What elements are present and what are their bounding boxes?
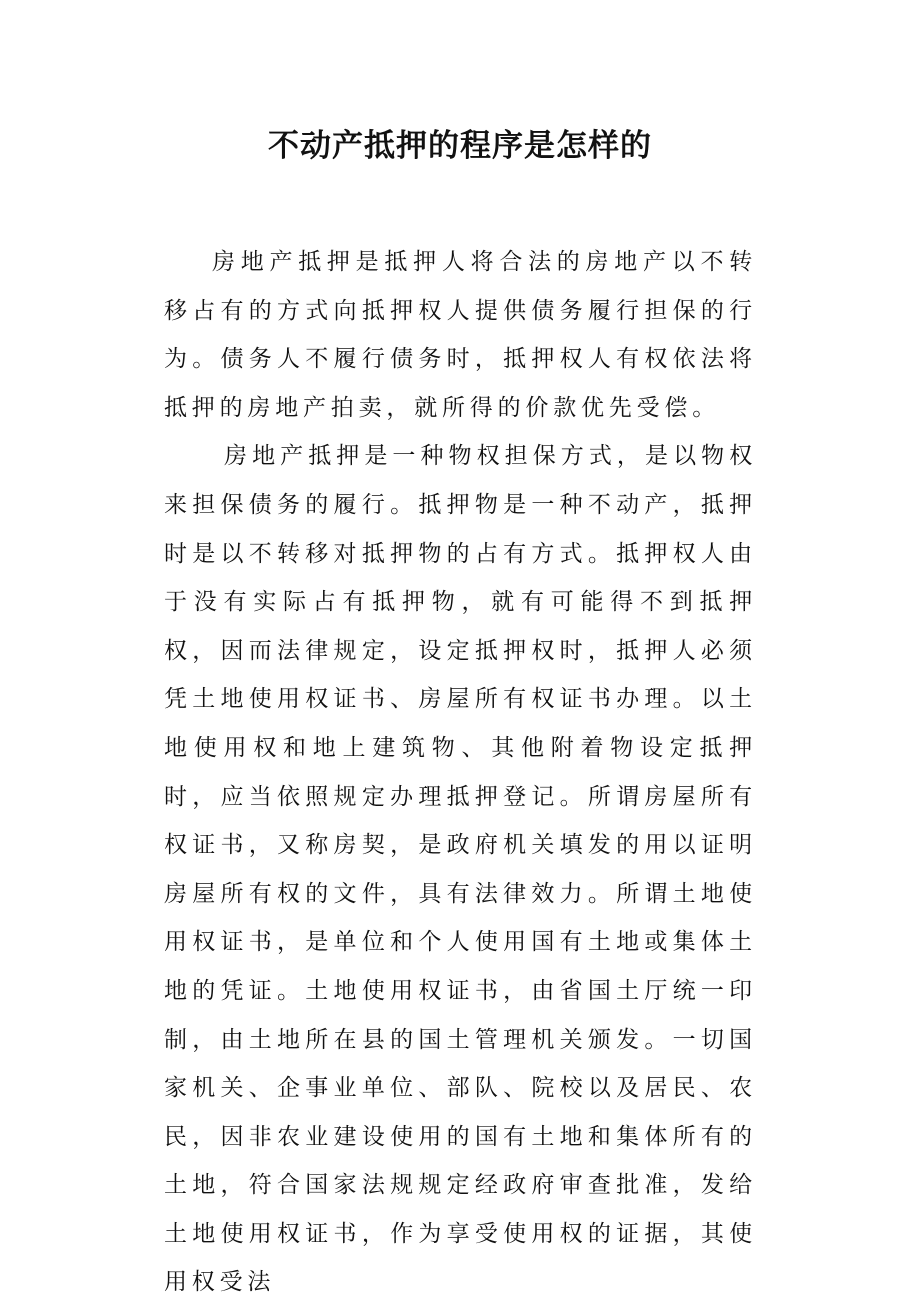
document-title: 不动产抵押的程序是怎样的 xyxy=(268,128,652,164)
paragraph-2: 房地产抵押是一种物权担保方式，是以物权来担保债务的履行。抵押物是一种不动产，抵押时是以不转移对抵押物的占有方式。抵押权人由于没有实际占有抵押物，就有可能得不到抵押权，因而法律规定，设定抵押权时，抵押人必须凭土地使用权证书、房屋所有权证书办理。以土地使用权和地上建筑物、其他附着物设定抵押时，应当依照规定办理抵押登记。所谓房屋所有权证书，又称房契，是政府机关填发的用以证明房屋所有权的文件，具有法律效力。所谓土地使用权证书，是单位和个人使用国有土地或集体土地的凭证。土地使用权证书，由省国土厅统一印制，由土地所在县的国土管理机关颁发。一切国家机关、企事业单位、部队、院校以及居民、农民，因非农业建设使用的国有土地和集体所有的土地，符合国家法规规定经政府审查批准，发给土地使用权证书，作为享受使用权的证据，其使用权受法 xyxy=(164,443,757,1296)
paragraph-1: 房地产抵押是抵押人将合法的房地产以不转移占有的方式向抵押权人提供债务履行担保的行为。债务人不履行债务时，抵押权人有权依法将抵押的房地产拍卖，就所得的价款优先受偿。 xyxy=(164,249,757,421)
document-body xyxy=(164,238,757,1307)
